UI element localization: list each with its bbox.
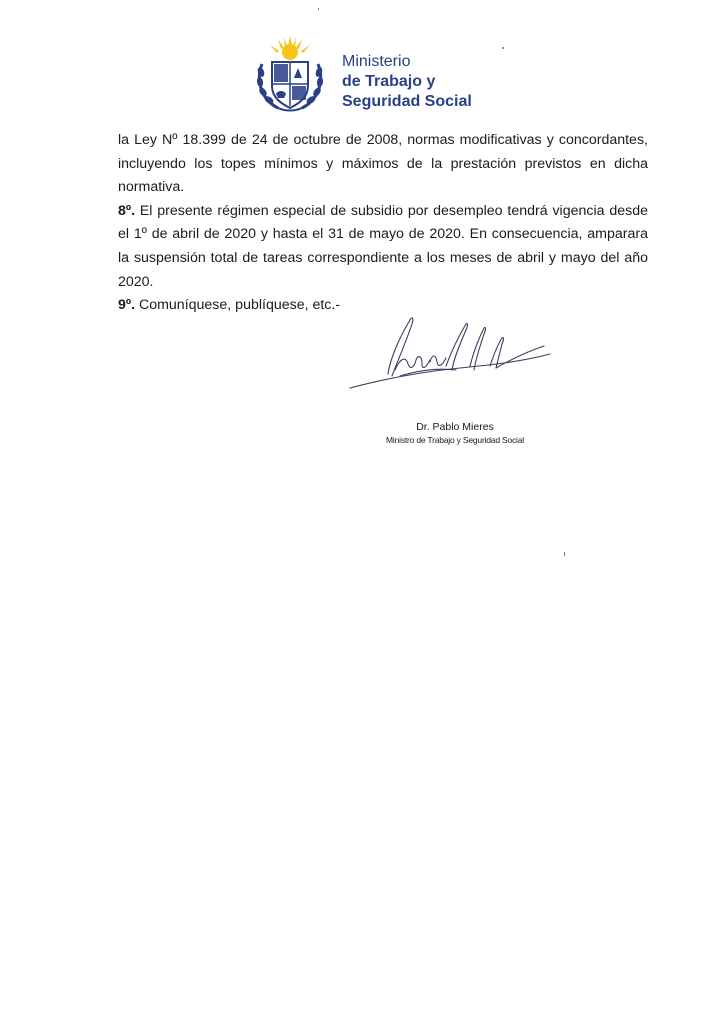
ministry-name-line3: Seguridad Social: [342, 93, 472, 110]
ministry-name: [342, 52, 472, 112]
handwritten-signature: [340, 310, 560, 395]
signer-name: Dr. Pablo Mieres: [416, 421, 494, 433]
scan-speck: [564, 552, 565, 556]
paragraph-8: [118, 200, 648, 294]
letterhead: [248, 34, 508, 114]
ministry-name-line1: Ministerio: [342, 53, 411, 70]
document-body: [118, 129, 648, 318]
signer-title: Ministro de Trabajo y Seguridad Social: [386, 435, 524, 445]
paragraph-8-text: El presente régimen especial de subsidio por desempleo tendrá vigencia desde el 1º de abril de 2020 y hasta el 31 de mayo de 2020. En consecuencia, amparara la suspensión total de tareas correspondiente a los meses de abril y mayo del año 2020.: [118, 202, 648, 290]
signature-block: [370, 420, 540, 446]
paragraph-continuation: la Ley Nº 18.399 de 24 de octubre de 2008, normas modificativas y concordantes, incluyendo los topes mínimos y máximos de la prestación previstos en dicha normativa.: [118, 132, 648, 196]
paragraph-8-number: 8º.: [118, 202, 136, 219]
paragraph-9-text: Comuníquese, publíquese, etc.-: [135, 297, 341, 314]
paragraph-9-number: 9º.: [118, 297, 136, 314]
scan-speck: [318, 8, 319, 10]
scan-speck: [502, 47, 504, 49]
ministry-name-line2: de Trabajo y: [342, 73, 436, 90]
coat-of-arms-icon: [248, 34, 332, 114]
